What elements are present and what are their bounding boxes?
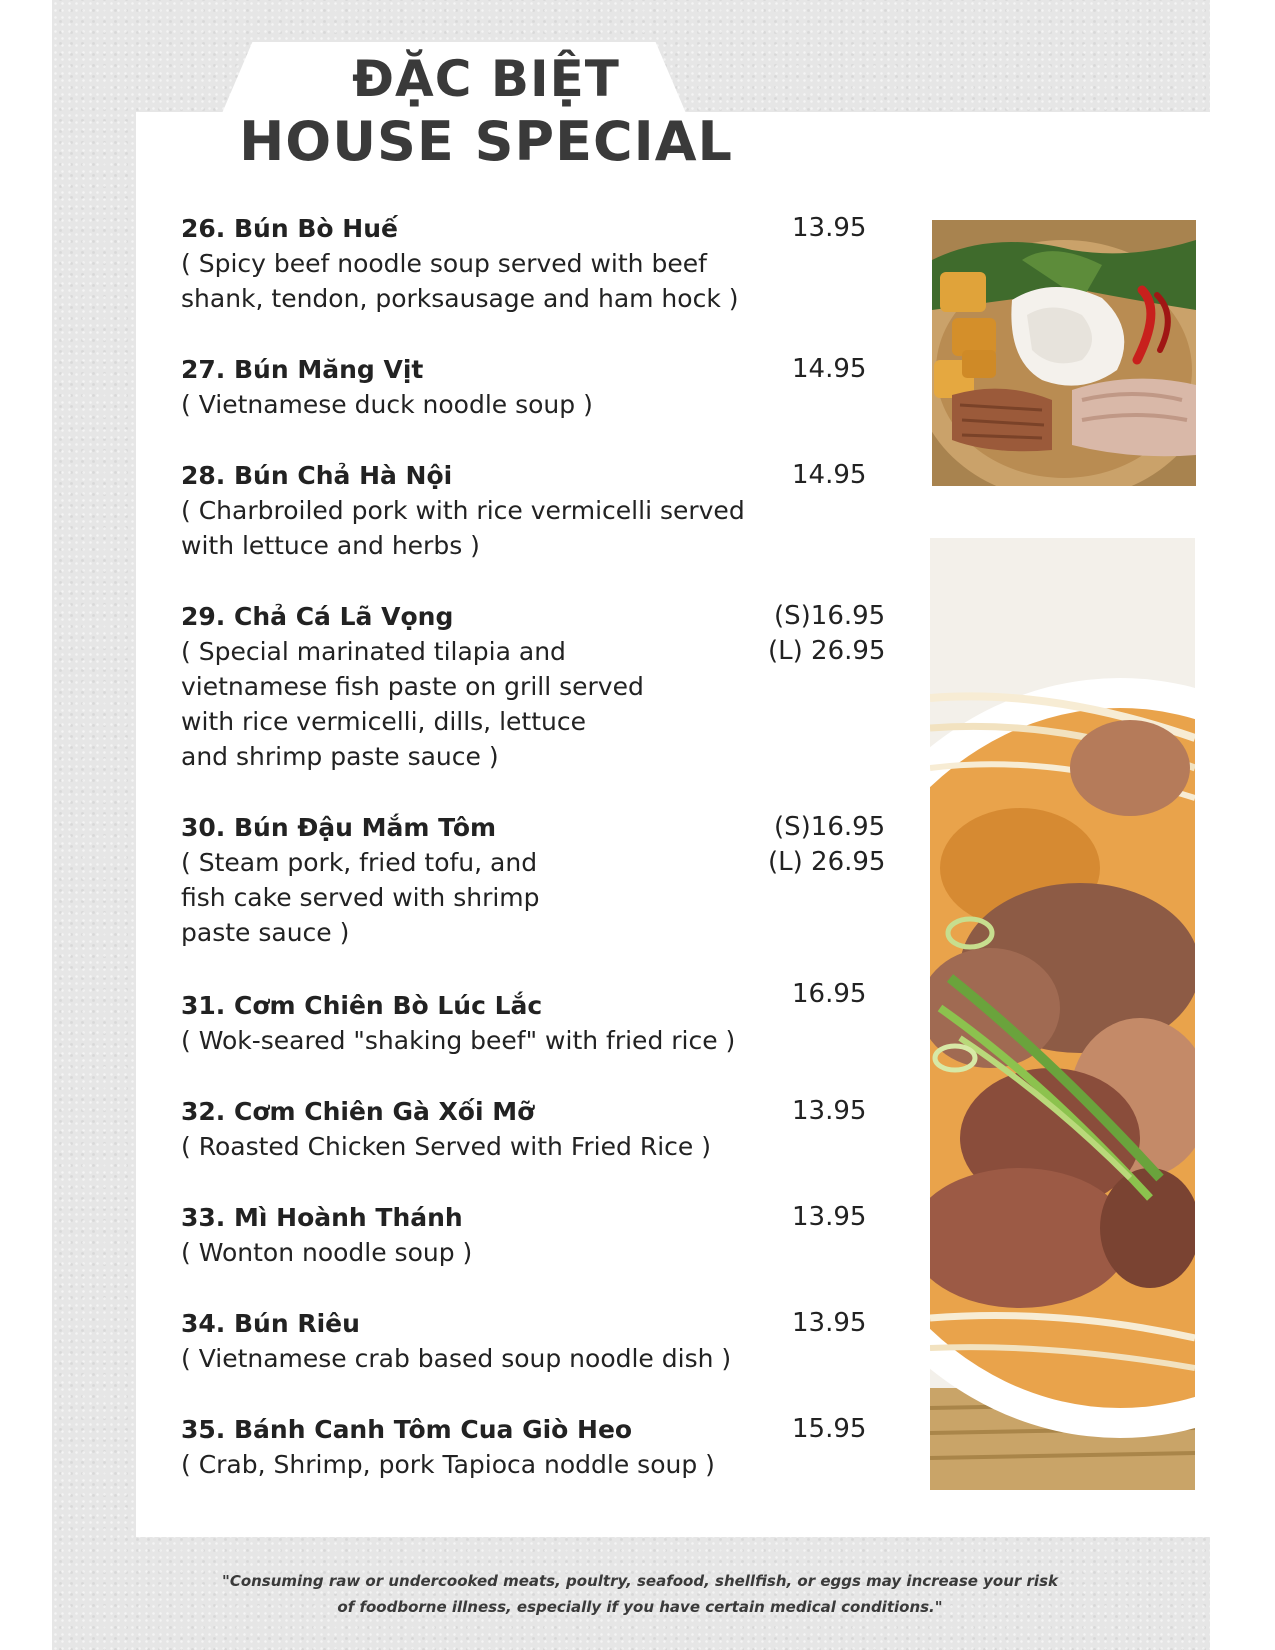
section-title-english: HOUSE SPECIAL	[239, 110, 733, 173]
disclaimer-line-1: "Consuming raw or undercooked meats, poultry, seafood, shellfish, or eggs may increase your risk	[222, 1572, 1058, 1590]
item-name: 26. Bún Bò Huế	[181, 214, 398, 243]
item-name: 33. Mì Hoành Thánh	[181, 1203, 463, 1232]
food-photo-noodle-soup	[930, 538, 1195, 1490]
item-price-large: (L) 26.95	[768, 636, 886, 666]
section-title-vietnamese: ĐẶC BIỆT	[352, 50, 620, 108]
item-description: ( Steam pork, fried tofu, and fish cake served with shrimp paste sauce )	[181, 848, 540, 947]
item-price: 14.95	[792, 354, 867, 384]
item-price: 13.95	[792, 1308, 867, 1338]
platter-illustration	[932, 220, 1196, 486]
item-description: ( Vietnamese crab based soup noodle dish )	[181, 1344, 732, 1373]
item-price: 13.95	[792, 1202, 867, 1232]
item-description: ( Roasted Chicken Served with Fried Rice )	[181, 1132, 711, 1161]
item-name: 32. Cơm Chiên Gà Xối Mỡ	[181, 1097, 535, 1126]
item-name: 29. Chả Cá Lã Vọng	[181, 602, 454, 631]
item-name: 34. Bún Riêu	[181, 1309, 360, 1338]
disclaimer-line-2: of foodborne illness, especially if you have certain medical conditions."	[337, 1598, 943, 1616]
item-price: 15.95	[792, 1414, 867, 1444]
item-price: 13.95	[792, 1096, 867, 1126]
item-price: 13.95	[792, 213, 867, 243]
item-name: 27. Bún Măng Vịt	[181, 355, 424, 384]
noodle-soup-illustration	[930, 538, 1195, 1490]
item-name: 31. Cơm Chiên Bò Lúc Lắc	[181, 991, 543, 1020]
item-price-small: (S)16.95	[774, 601, 886, 631]
item-description: ( Special marinated tilapia and vietnamese fish paste on grill served with rice vermicelli, dills, lettuce and shrimp paste sauce )	[181, 637, 644, 771]
item-price-small: (S)16.95	[774, 812, 886, 842]
health-disclaimer	[180, 1568, 1100, 1620]
item-price: 14.95	[792, 460, 867, 490]
item-price-large: (L) 26.95	[768, 847, 886, 877]
item-description: ( Vietnamese duck noodle soup )	[181, 390, 593, 419]
food-photo-platter	[932, 220, 1196, 486]
item-description: ( Wok-seared "shaking beef" with fried rice )	[181, 1026, 736, 1055]
item-description: ( Spicy beef noodle soup served with beef shank, tendon, porksausage and ham hock )	[181, 249, 739, 313]
item-description: ( Crab, Shrimp, pork Tapioca noddle soup )	[181, 1450, 715, 1479]
item-price: 16.95	[792, 979, 867, 1009]
item-description: ( Wonton noodle soup )	[181, 1238, 473, 1267]
item-name: 35. Bánh Canh Tôm Cua Giò Heo	[181, 1415, 633, 1444]
item-description: ( Charbroiled pork with rice vermicelli served with lettuce and herbs )	[181, 496, 745, 560]
item-name: 30. Bún Đậu Mắm Tôm	[181, 813, 497, 842]
item-name: 28. Bún Chả Hà Nội	[181, 461, 453, 490]
